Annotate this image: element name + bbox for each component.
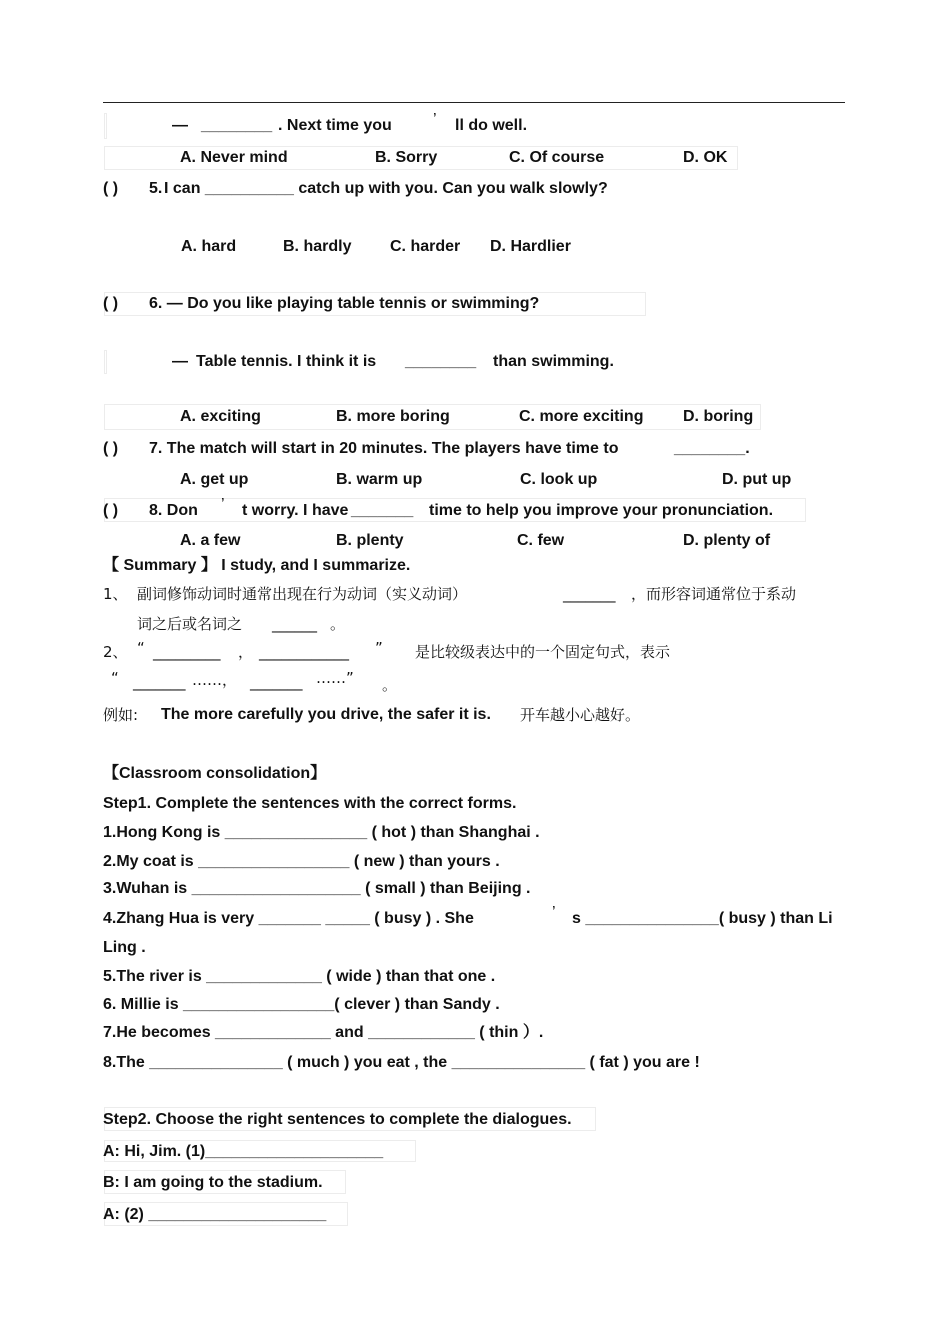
option-b: B. warm up xyxy=(336,471,423,488)
exercise-sentence: 4.Zhang Hua is very _______ _____ ( busy ) . She xyxy=(103,910,474,927)
quote-mark: ” xyxy=(375,639,383,657)
question-number: 5. xyxy=(149,180,163,197)
blank: _______ xyxy=(351,502,414,519)
exercise-sentence: s _______________( busy ) than Li xyxy=(572,910,833,927)
question-text: 6. — Do you like playing table tennis or swimming? xyxy=(149,295,540,312)
option-a: A. a few xyxy=(180,532,241,549)
option-b: B. plenty xyxy=(336,532,404,549)
option-d: D. Hardlier xyxy=(490,238,571,255)
example-sentence: The more carefully you drive, the safer it is. xyxy=(161,706,491,723)
cell-border xyxy=(104,350,107,374)
answer-paren: ( ) xyxy=(103,502,119,519)
cell-border xyxy=(104,113,107,139)
question-text: I can __________ catch up with you. Can you walk slowly? xyxy=(164,180,608,197)
summary-text: 词之后或名词之 xyxy=(137,615,243,633)
quote-mark: “ xyxy=(137,639,145,657)
quote-mark: “ xyxy=(111,669,119,687)
option-d: D. plenty of xyxy=(683,532,771,549)
blank: ________ xyxy=(405,353,477,370)
option-c: C. more exciting xyxy=(519,408,644,425)
option-a: A. exciting xyxy=(180,408,261,425)
punctuation: ， xyxy=(238,643,254,661)
option-b: B. hardly xyxy=(283,238,352,255)
blank: _________ xyxy=(153,643,221,661)
summary-heading: 【 Summary 】 I study, and I summarize. xyxy=(103,557,411,574)
summary-text: ，而形容词通常位于系动 xyxy=(631,585,797,603)
summary-text: ……， xyxy=(192,671,238,689)
option-a: A. Never mind xyxy=(180,149,288,166)
option-c: C. Of course xyxy=(509,149,605,166)
exercise-sentence: 6. Millie is _________________( clever ) than Sandy . xyxy=(103,996,500,1013)
exercise-sentence: 8.The _______________ ( much ) you eat , the _______________ ( fat ) you are ! xyxy=(103,1054,700,1071)
answer-paren: ( ) xyxy=(103,295,119,312)
apostrophe: ’ xyxy=(433,111,437,128)
option-c: C. harder xyxy=(390,238,461,255)
option-d: D. boring xyxy=(683,408,754,425)
punctuation: 。 xyxy=(382,676,398,694)
blank: ________. xyxy=(674,440,750,457)
exercise-sentence: 7.He becomes _____________ and ____________ ( thin ）. xyxy=(103,1024,544,1041)
step2-instruction: Step2. Choose the right sentences to complete the dialogues. xyxy=(103,1111,572,1128)
step1-instruction: Step1. Complete the sentences with the correct forms. xyxy=(103,795,517,812)
exercise-sentence: 5.The river is _____________ ( wide ) than that one . xyxy=(103,968,496,985)
option-a: A. get up xyxy=(180,471,249,488)
answer-text: than swimming. xyxy=(493,353,614,370)
blank: _______ xyxy=(563,585,616,603)
blank: ______ xyxy=(272,615,317,633)
punctuation: 。 xyxy=(330,615,346,633)
question-text: 7. The match will start in 20 minutes. The players have time to xyxy=(149,440,619,457)
option-d: D. OK xyxy=(683,149,728,166)
item-number: 1、 xyxy=(103,585,128,603)
blank: ________ xyxy=(201,117,273,134)
apostrophe: ’ xyxy=(552,904,556,921)
dialogue-line: A: (2) ____________________ xyxy=(103,1206,327,1223)
blank: _______ xyxy=(133,673,186,691)
dash: — xyxy=(172,117,188,134)
question-text: time to help you improve your pronunciation. xyxy=(429,502,774,519)
option-b: B. Sorry xyxy=(375,149,438,166)
question-text: 8. Don xyxy=(149,502,198,519)
exercise-sentence: 3.Wuhan is ___________________ ( small ) than Beijing . xyxy=(103,880,531,897)
consolidation-heading: 【Classroom consolidation】 xyxy=(103,765,327,782)
example-translation: 开车越小心越好。 xyxy=(520,706,641,724)
option-c: C. few xyxy=(517,532,565,549)
question-text: t worry. I have xyxy=(242,502,349,519)
summary-text: ……” xyxy=(316,669,354,687)
option-d: D. put up xyxy=(722,471,792,488)
dash: — xyxy=(172,353,188,370)
answer-text: Table tennis. I think it is xyxy=(196,353,377,370)
blank: ____________ xyxy=(259,643,349,661)
question-text: ll do well. xyxy=(455,117,528,134)
dialogue-line: A: Hi, Jim. (1)____________________ xyxy=(103,1143,384,1160)
exercise-sentence: 2.My coat is _________________ ( new ) than yours . xyxy=(103,853,500,870)
question-text: . Next time you xyxy=(278,117,392,134)
apostrophe: ’ xyxy=(221,496,225,513)
option-c: C. look up xyxy=(520,471,598,488)
dialogue-line: B: I am going to the stadium. xyxy=(103,1174,323,1191)
option-a: A. hard xyxy=(181,238,237,255)
summary-text: 副词修饰动词时通常出现在行为动词（实义动词） xyxy=(137,585,468,603)
answer-paren: ( ) xyxy=(103,440,119,457)
example-label: 例如: xyxy=(103,706,139,724)
summary-text: 是比较级表达中的一个固定句式，表示 xyxy=(415,643,671,661)
answer-paren: ( ) xyxy=(103,180,119,197)
top-rule xyxy=(103,102,845,103)
exercise-sentence: Ling . xyxy=(103,939,146,956)
blank: _______ xyxy=(250,673,303,691)
option-b: B. more boring xyxy=(336,408,450,425)
exercise-sentence: 1.Hong Kong is ________________ ( hot ) than Shanghai . xyxy=(103,824,540,841)
item-number: 2、 xyxy=(103,643,128,661)
